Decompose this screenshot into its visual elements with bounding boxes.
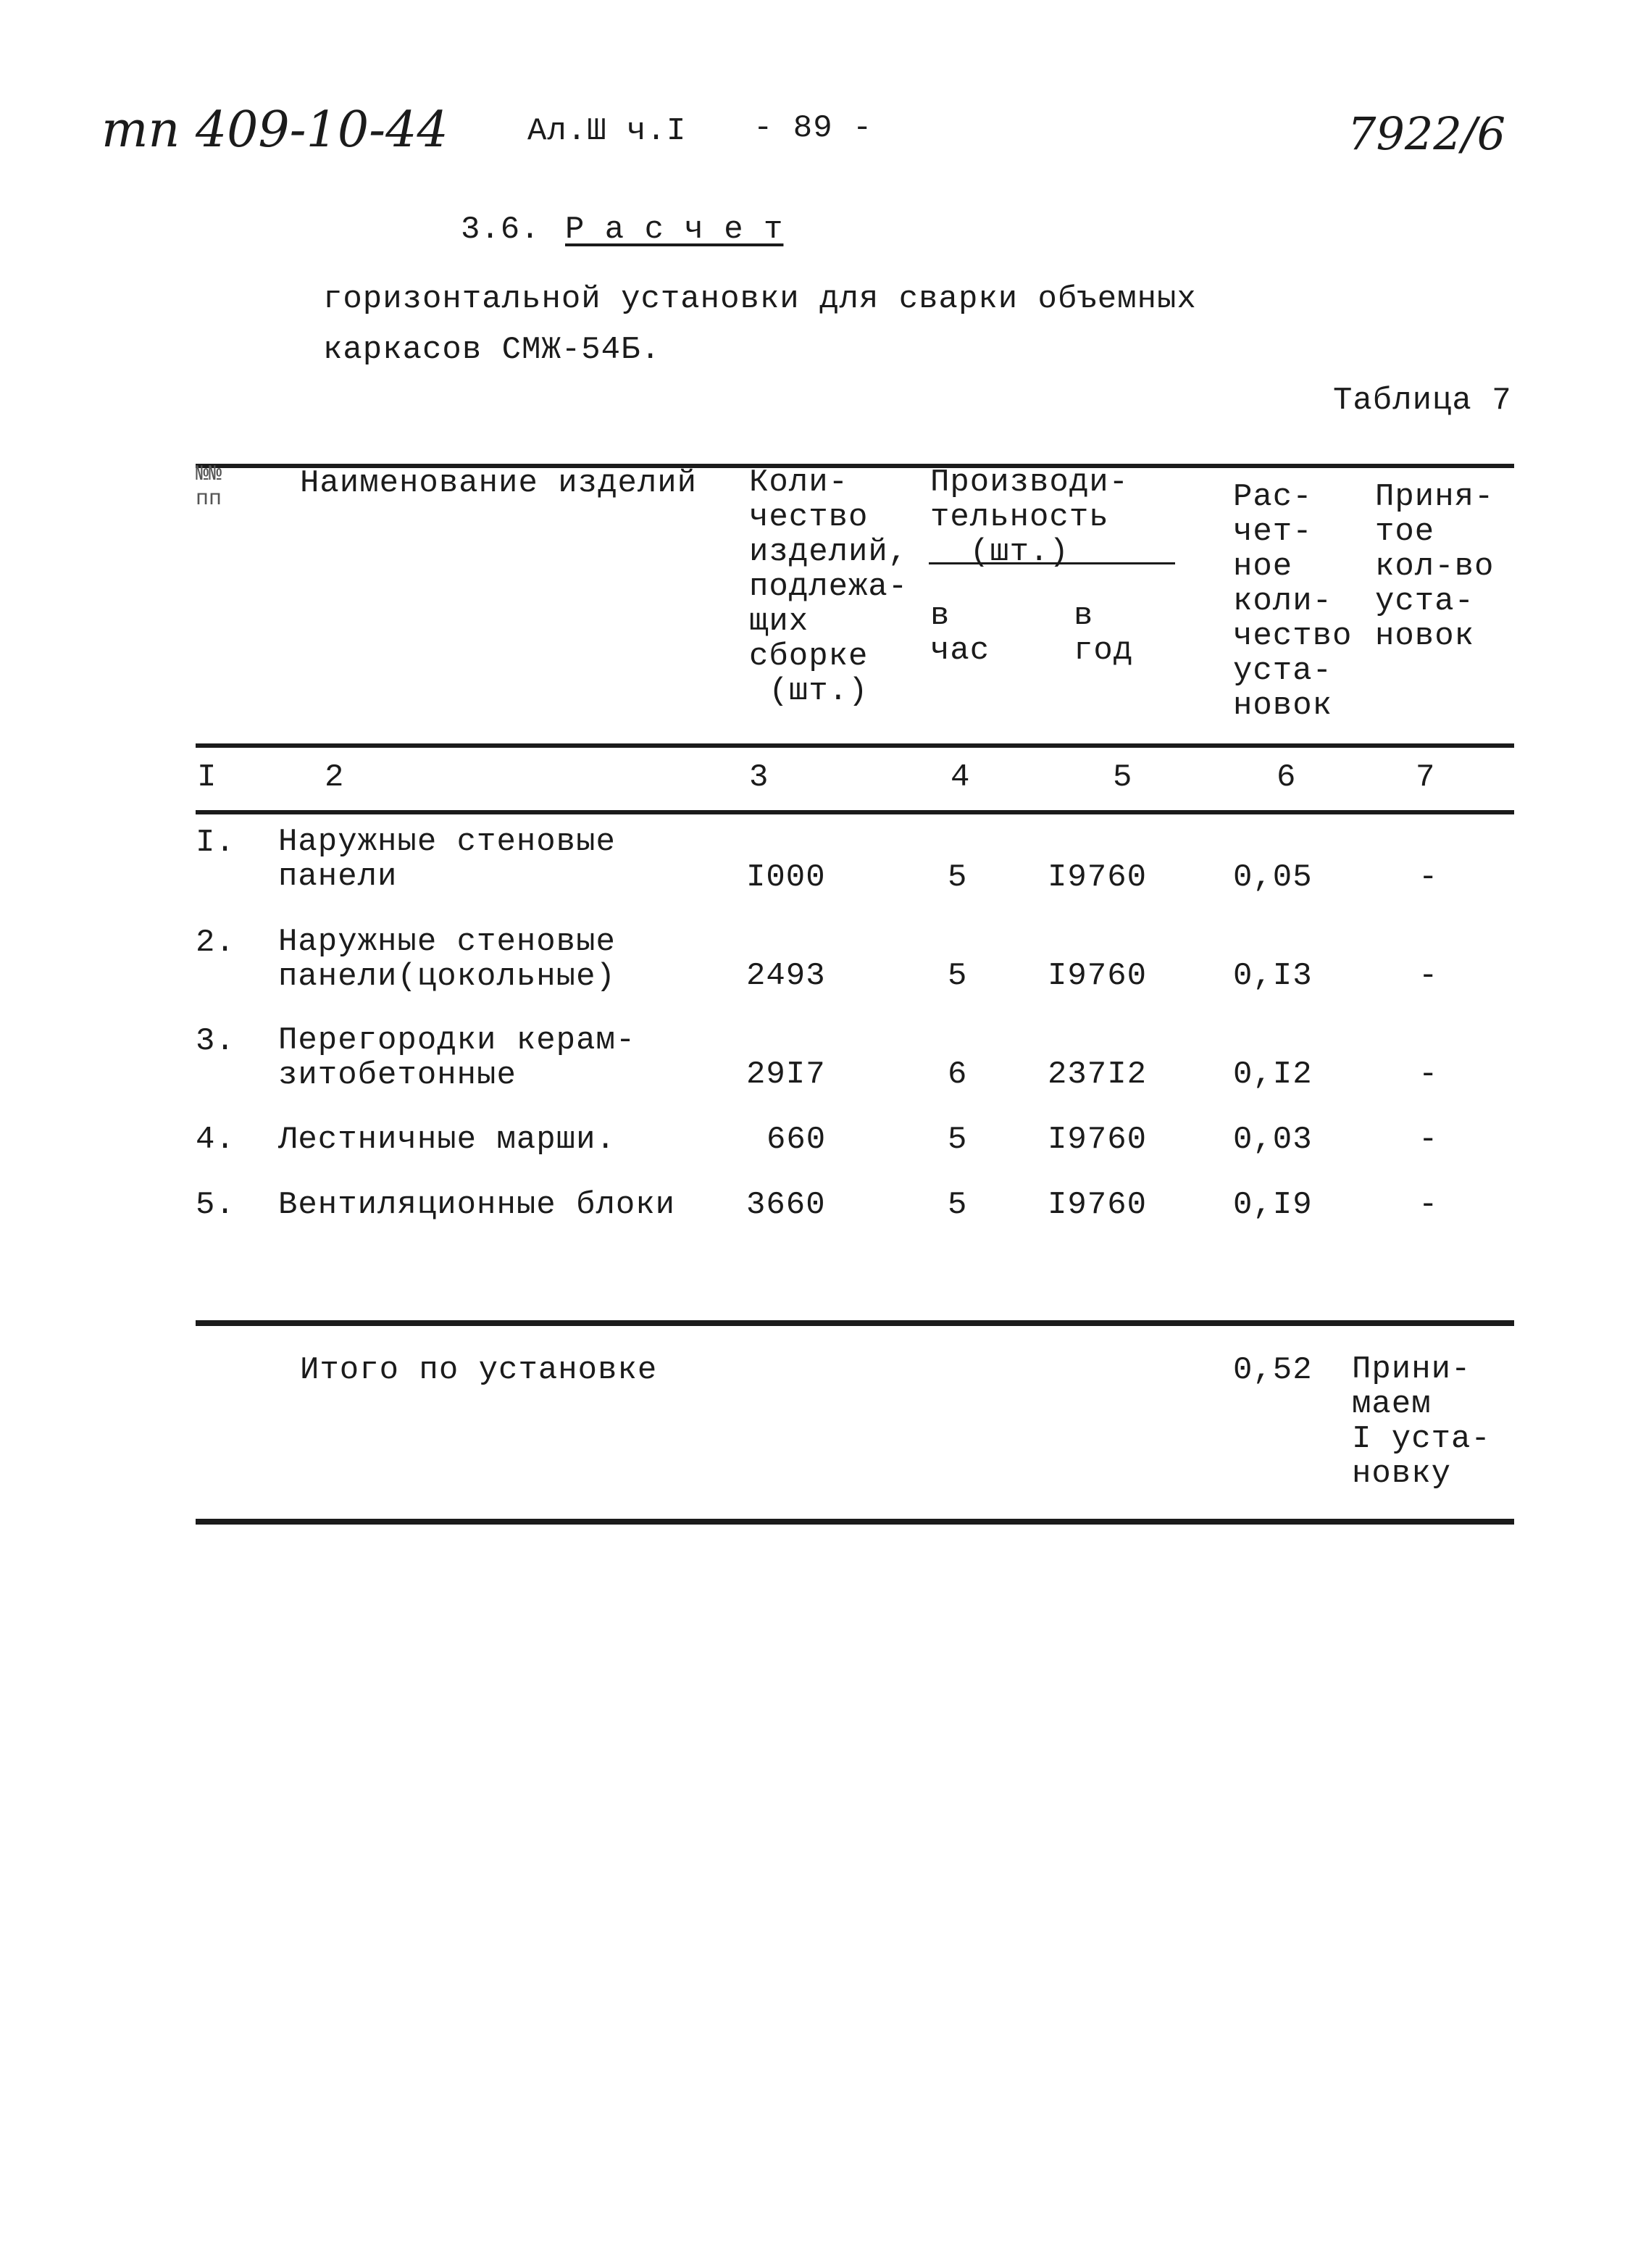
row-1-calculated: 0,05: [1233, 859, 1313, 896]
row-3-number: 3.: [196, 1023, 235, 1059]
row-2-per-year: I9760: [1048, 958, 1148, 994]
header-per-year: в год: [1074, 598, 1134, 669]
row-5-accepted: -: [1419, 1187, 1439, 1223]
row-1-per-hour: 5: [948, 859, 968, 896]
document-code: тп 409-10-44: [101, 101, 448, 159]
row-1-per-year: I9760: [1048, 859, 1148, 896]
row-1-accepted: -: [1419, 859, 1439, 896]
row-5-per-year: I9760: [1048, 1187, 1148, 1223]
header-accepted: Приня- тое кол-во уста- новок: [1375, 479, 1495, 654]
section-number: 3.6.: [461, 212, 540, 248]
header-row-number: №№ пп: [196, 462, 222, 512]
row-2-accepted: -: [1419, 958, 1439, 994]
row-5-name: Вентиляционные блоки: [278, 1187, 676, 1223]
row-5-calculated: 0,I9: [1233, 1187, 1313, 1223]
album-reference: Ал.Ш ч.I: [527, 113, 687, 149]
row-3-calculated: 0,I2: [1233, 1056, 1313, 1093]
col-number-1: I: [197, 759, 217, 796]
total-note: Прини- маем I уста- новку: [1352, 1351, 1491, 1492]
row-2-name: Наружные стеновые панели(цокольные): [278, 924, 616, 995]
row-4-calculated: 0,03: [1233, 1122, 1313, 1158]
col-number-6: 6: [1277, 759, 1297, 796]
row-3-per-year: 237I2: [1048, 1056, 1148, 1093]
header-productivity: Производи- тельность (шт.): [930, 464, 1129, 570]
header-per-hour: в час: [930, 598, 990, 669]
row-3-name: Перегородки керам- зитобетонные: [278, 1022, 636, 1093]
col-number-2: 2: [325, 759, 345, 796]
row-5-per-hour: 5: [948, 1187, 968, 1223]
table-bottom-rule: [196, 1519, 1514, 1525]
row-2-per-hour: 5: [948, 958, 968, 994]
section-heading: Р а с ч е т: [565, 212, 784, 248]
row-3-per-hour: 6: [948, 1056, 968, 1093]
column-numbers-rule: [196, 810, 1514, 814]
row-1-name: Наружные стеновые панели: [278, 824, 616, 895]
col-number-5: 5: [1113, 759, 1133, 796]
row-2-calculated: 0,I3: [1233, 958, 1313, 994]
row-5-quantity: 3660: [746, 1187, 826, 1223]
header-bottom-rule: [196, 743, 1514, 748]
section-subtitle-line-2: каркасов СМЖ-54Б.: [323, 332, 661, 368]
col-number-4: 4: [951, 759, 971, 796]
col-number-3: 3: [749, 759, 769, 796]
row-2-quantity: 2493: [746, 958, 826, 994]
header-quantity: Коли- чество изделий, подлежа- щих сборке (шт.): [749, 464, 908, 709]
header-name: Наименование изделий: [300, 465, 698, 501]
total-calculated: 0,52: [1233, 1352, 1313, 1388]
table-label: Таблица 7: [1333, 383, 1512, 419]
row-4-accepted: -: [1419, 1122, 1439, 1158]
row-2-number: 2.: [196, 925, 235, 961]
row-4-per-hour: 5: [948, 1122, 968, 1158]
header-calculated: Рас- чет- ное коли- чество уста- новок: [1233, 479, 1353, 724]
total-label: Итого по установке: [300, 1352, 658, 1388]
reference-number: 7922/6: [1348, 107, 1506, 160]
page-number: - 89 -: [753, 110, 873, 146]
total-top-rule: [196, 1320, 1514, 1326]
row-4-name: Лестничные марши.: [278, 1122, 616, 1158]
row-4-number: 4.: [196, 1122, 235, 1158]
row-1-number: I.: [196, 825, 235, 861]
col-number-7: 7: [1416, 759, 1436, 796]
row-1-quantity: I000: [746, 859, 826, 896]
row-4-quantity: 660: [766, 1122, 827, 1158]
row-4-per-year: I9760: [1048, 1122, 1148, 1158]
section-subtitle-line-1: горизонтальной установки для сварки объемных: [323, 281, 1197, 317]
row-5-number: 5.: [196, 1187, 235, 1223]
row-3-accepted: -: [1419, 1056, 1439, 1093]
row-3-quantity: 29I7: [746, 1056, 826, 1093]
